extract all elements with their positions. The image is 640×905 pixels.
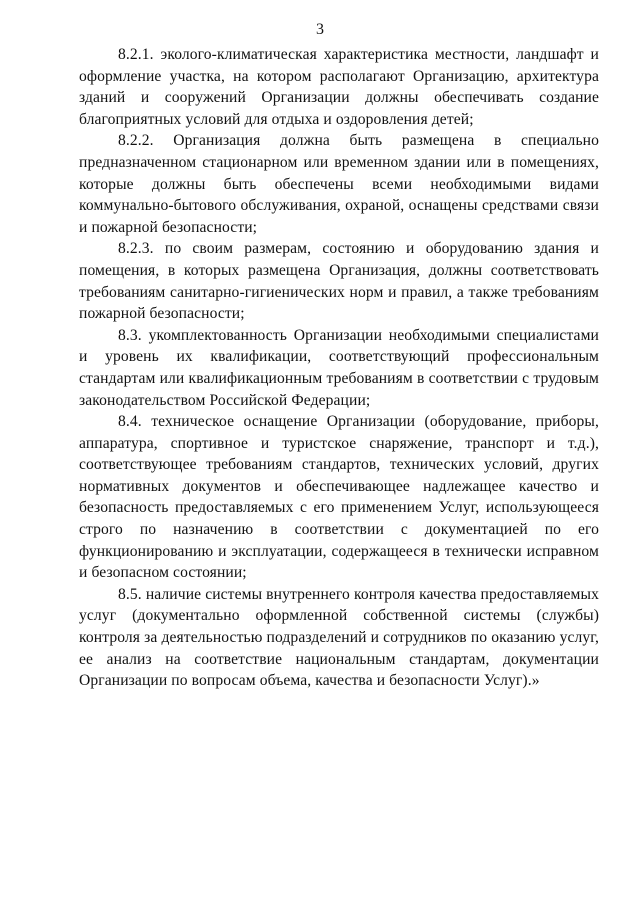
page-number: 3: [316, 21, 324, 38]
document-body: [79, 44, 599, 692]
paragraph-8-2-3: 8.2.3. по своим размерам, состоянию и оборудованию здания и помещения, в которых размещена Организация, должны соответствовать требованиям санитарно-гигиенических норм и правил, а также требованиям пожарной безопасности;: [79, 240, 599, 323]
paragraph-8-2-2: 8.2.2. Организация должна быть размещена в специально предназначенном стационарном или временном здании или в помещениях, которые должны быть обеспечены всеми необходимыми видами коммунально-бытового обслуживания, охраной, оснащены средствами связи и пожарной безопасности;: [79, 132, 599, 236]
paragraph-8-5: 8.5. наличие системы внутреннего контроля качества предоставляемых услуг (документально оформленной собственной системы (службы) контроля за деятельностью подразделений и сотрудников по оказанию услуг, ее анализ на соответствие национальным стандартам, документации Организации по вопросам объема, качества и безопасности Услуг).»: [79, 585, 599, 690]
paragraph-8-3: 8.3. укомплектованность Организации необходимыми специалистами и уровень их квалификации, соответствующий профессиональным стандартам или квалификационным требованиям в соответствии с трудовым законодательством Российской Федерации;: [79, 326, 599, 409]
paragraph-8-4: 8.4. техническое оснащение Организации (оборудование, приборы, аппаратура, спортивное и туристское снаряжение, транспорт и т.д.), соответствующее требованиям стандартов, технических условий, других нормативных документов и обеспечивающее надлежащее качество и безопасность предоставляемых с его применением Услуг, использующееся строго по назначению в соответствии с документацией по его функционированию и эксплуатации, содержащееся в технически исправном и безопасном состоянии;: [79, 413, 599, 582]
paragraph-8-2-1: 8.2.1. эколого-климатическая характеристика местности, ландшафт и оформление участка, на котором располагают Организацию, архитектура зданий и сооружений Организации должны обеспечивать создание благоприятных условий для отдыха и оздоровления детей;: [79, 46, 599, 128]
